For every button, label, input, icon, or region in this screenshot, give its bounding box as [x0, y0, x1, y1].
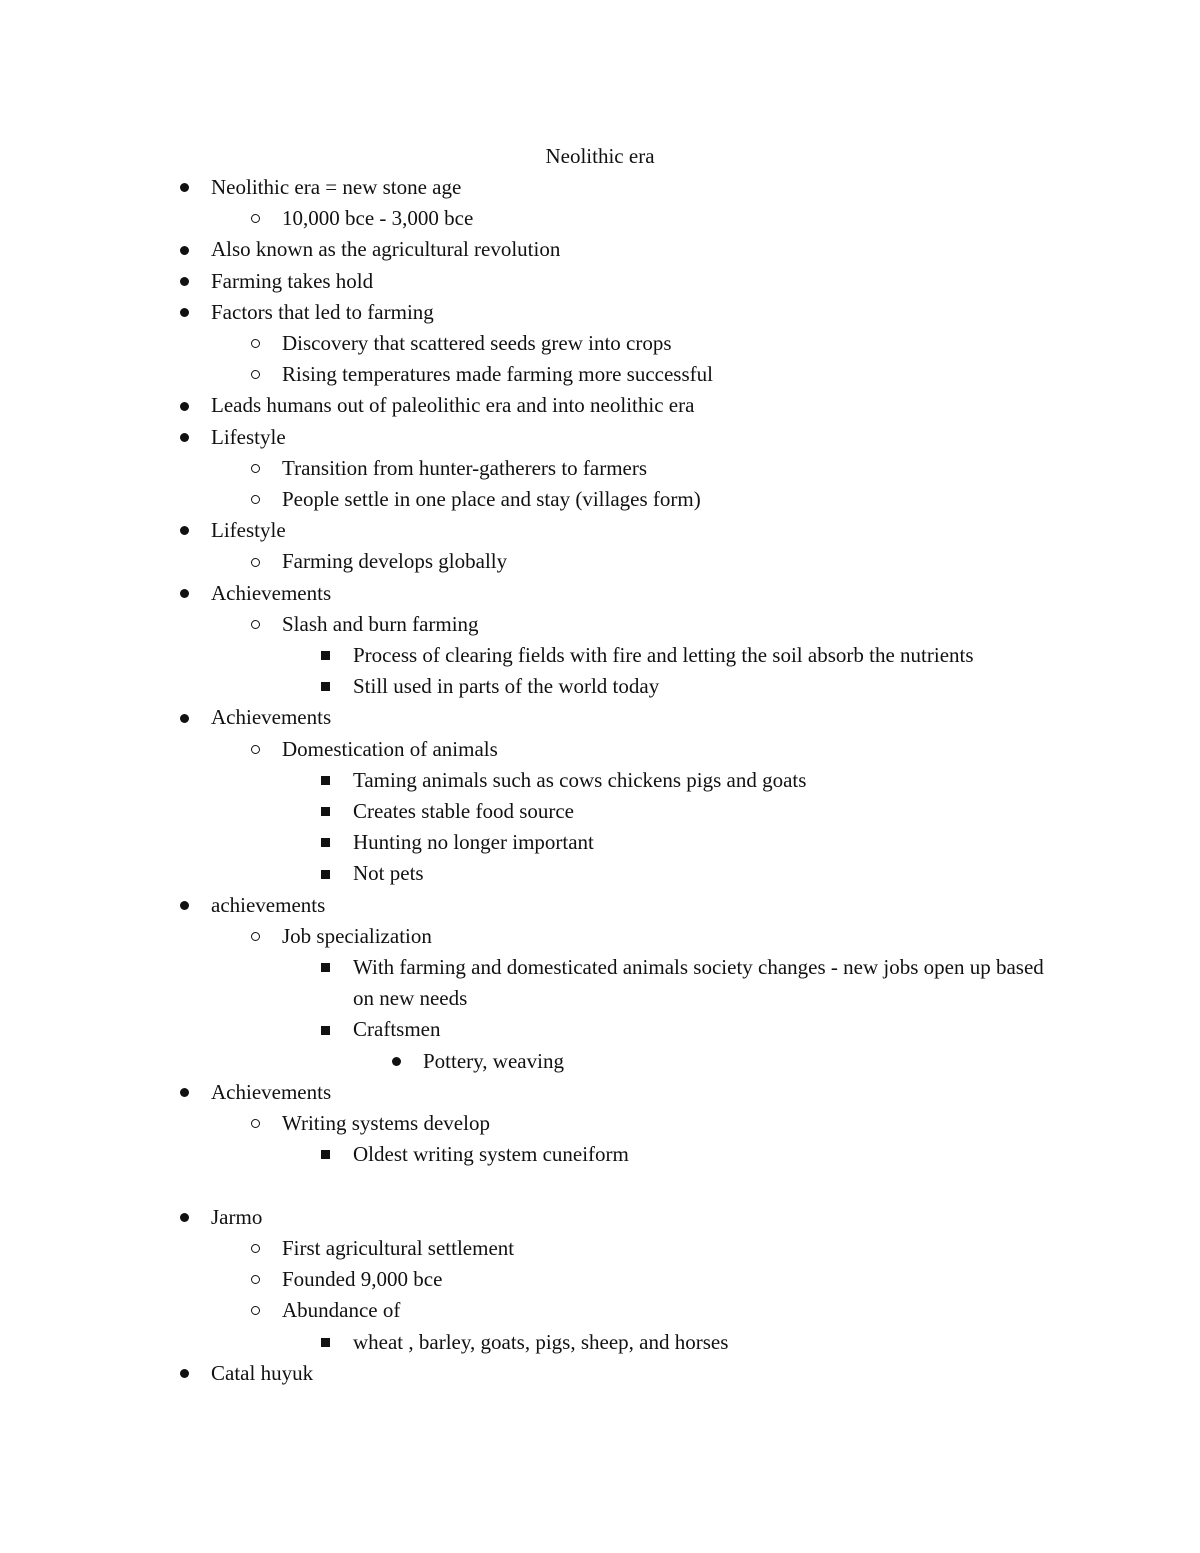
- list-item: [0, 796, 1200, 827]
- bullet-dot-icon: [177, 1358, 191, 1389]
- list-item: [0, 952, 1200, 1014]
- list-item-text: achievements: [211, 892, 326, 917]
- list-item-text: Abundance of: [282, 1298, 401, 1323]
- list-item-text: Creates stable food source: [353, 799, 575, 824]
- list-item: [0, 172, 1200, 203]
- document-title: Neolithic era: [545, 144, 655, 168]
- list-item: [0, 640, 1200, 671]
- list-item: [0, 1014, 1200, 1045]
- list-item: [0, 328, 1200, 359]
- bullet-dot-icon: [177, 578, 191, 609]
- list-item-text: Process of clearing fields with fire and letting the soil absorb the nutrients: [353, 643, 974, 668]
- bullet-square-icon: [318, 765, 332, 796]
- list-item-text: First agricultural settlement: [282, 1235, 515, 1260]
- list-item: [0, 671, 1200, 702]
- list-item: [0, 1046, 1200, 1077]
- bullet-dot-icon: [177, 422, 191, 453]
- bullet-square-icon: [318, 671, 332, 702]
- list-item: [0, 578, 1200, 609]
- list-item: [0, 1264, 1200, 1295]
- list-item-text: Discovery that scattered seeds grew into crops: [282, 331, 672, 356]
- bullet-circle-icon: [248, 1295, 262, 1326]
- list-item-text: Catal huyuk: [211, 1360, 314, 1385]
- list-item: [0, 359, 1200, 390]
- list-item-text: Taming animals such as cows chickens pigs and goats: [353, 767, 807, 792]
- list-item: [0, 1108, 1200, 1139]
- list-item-text: Hunting no longer important: [353, 830, 594, 855]
- bullet-dot-icon: [177, 297, 191, 328]
- list-item-text: Craftsmen: [353, 1017, 441, 1042]
- bullet-square-icon: [318, 796, 332, 827]
- list-item-text: People settle in one place and stay (villages form): [282, 487, 701, 512]
- blank-line: [0, 1171, 1200, 1202]
- bullet-circle-icon: [248, 921, 262, 952]
- list-item-text: Factors that led to farming: [211, 299, 434, 324]
- list-item: [0, 921, 1200, 952]
- bullet-outline: [0, 172, 1200, 1389]
- list-item-text: Achievements: [211, 580, 332, 605]
- list-item-text: Jarmo: [211, 1204, 263, 1229]
- list-item: [0, 484, 1200, 515]
- bullet-circle-icon: [248, 359, 262, 390]
- list-item-text: Not pets: [353, 861, 424, 886]
- list-item-text: Lifestyle: [211, 424, 286, 449]
- list-item-text: Transition from hunter-gatherers to farmers: [282, 455, 648, 480]
- list-item-text: wheat , barley, goats, pigs, sheep, and horses: [353, 1329, 729, 1354]
- list-item-text: Domestication of animals: [282, 736, 498, 761]
- bullet-dot-icon: [177, 1202, 191, 1233]
- bullet-square-icon: [318, 640, 332, 671]
- list-item-text: Achievements: [211, 1079, 332, 1104]
- list-item-text: 10,000 bce - 3,000 bce: [282, 206, 474, 231]
- list-item-text: Job specialization: [282, 923, 432, 948]
- bullet-dot-icon: [177, 1077, 191, 1108]
- bullet-circle-icon: [248, 546, 262, 577]
- list-item: [0, 609, 1200, 640]
- list-item: [0, 734, 1200, 765]
- list-item: [0, 1295, 1200, 1326]
- bullet-circle-icon: [248, 609, 262, 640]
- bullet-dot-icon: [177, 890, 191, 921]
- list-item: [0, 702, 1200, 733]
- list-item-text: Rising temperatures made farming more successful: [282, 362, 713, 387]
- list-item-text: Writing systems develop: [282, 1111, 490, 1136]
- list-item: [0, 390, 1200, 421]
- list-item-text: Pottery, weaving: [423, 1048, 564, 1073]
- bullet-circle-icon: [248, 1108, 262, 1139]
- bullet-square-icon: [318, 1139, 332, 1170]
- bullet-square-icon: [318, 858, 332, 889]
- list-item-text: Founded 9,000 bce: [282, 1267, 443, 1292]
- bullet-square-icon: [318, 1327, 332, 1358]
- list-item: [0, 546, 1200, 577]
- bullet-circle-icon: [248, 453, 262, 484]
- list-item: [0, 203, 1200, 234]
- bullet-dot-icon: [389, 1046, 403, 1077]
- list-item: [0, 297, 1200, 328]
- list-item: [0, 422, 1200, 453]
- bullet-dot-icon: [177, 234, 191, 265]
- list-item-text: Achievements: [211, 705, 332, 730]
- list-item-text: Slash and burn farming: [282, 611, 479, 636]
- list-item-text: Lifestyle: [211, 518, 286, 543]
- list-item: [0, 827, 1200, 858]
- list-item: [0, 515, 1200, 546]
- list-item: [0, 1139, 1200, 1170]
- bullet-dot-icon: [177, 390, 191, 421]
- list-item: [0, 453, 1200, 484]
- list-item: [0, 1202, 1200, 1233]
- list-item: [0, 858, 1200, 889]
- bullet-circle-icon: [248, 203, 262, 234]
- list-item: [0, 1327, 1200, 1358]
- list-item-text: Farming develops globally: [282, 549, 508, 574]
- list-item: [0, 234, 1200, 265]
- list-item-text: With farming and domesticated animals society changes - new jobs open up based on new needs: [353, 955, 1044, 1011]
- bullet-circle-icon: [248, 1264, 262, 1295]
- list-item: [0, 890, 1200, 921]
- list-item-text: Also known as the agricultural revolution: [211, 237, 561, 262]
- list-item-text: Leads humans out of paleolithic era and into neolithic era: [211, 393, 695, 418]
- list-item-text: Farming takes hold: [211, 268, 374, 293]
- list-item: [0, 266, 1200, 297]
- bullet-square-icon: [318, 952, 332, 983]
- list-item: [0, 1233, 1200, 1264]
- list-item: [0, 765, 1200, 796]
- list-item: [0, 1358, 1200, 1389]
- bullet-circle-icon: [248, 484, 262, 515]
- bullet-square-icon: [318, 1014, 332, 1045]
- bullet-dot-icon: [177, 702, 191, 733]
- bullet-circle-icon: [248, 1233, 262, 1264]
- bullet-dot-icon: [177, 266, 191, 297]
- list-item: [0, 1077, 1200, 1108]
- bullet-square-icon: [318, 827, 332, 858]
- list-item-text: Neolithic era = new stone age: [211, 175, 462, 199]
- list-item-text: Oldest writing system cuneiform: [353, 1142, 629, 1167]
- bullet-circle-icon: [248, 734, 262, 765]
- bullet-dot-icon: [177, 515, 191, 546]
- bullet-circle-icon: [248, 328, 262, 359]
- bullet-dot-icon: [177, 172, 191, 203]
- list-item-text: Still used in parts of the world today: [353, 674, 660, 699]
